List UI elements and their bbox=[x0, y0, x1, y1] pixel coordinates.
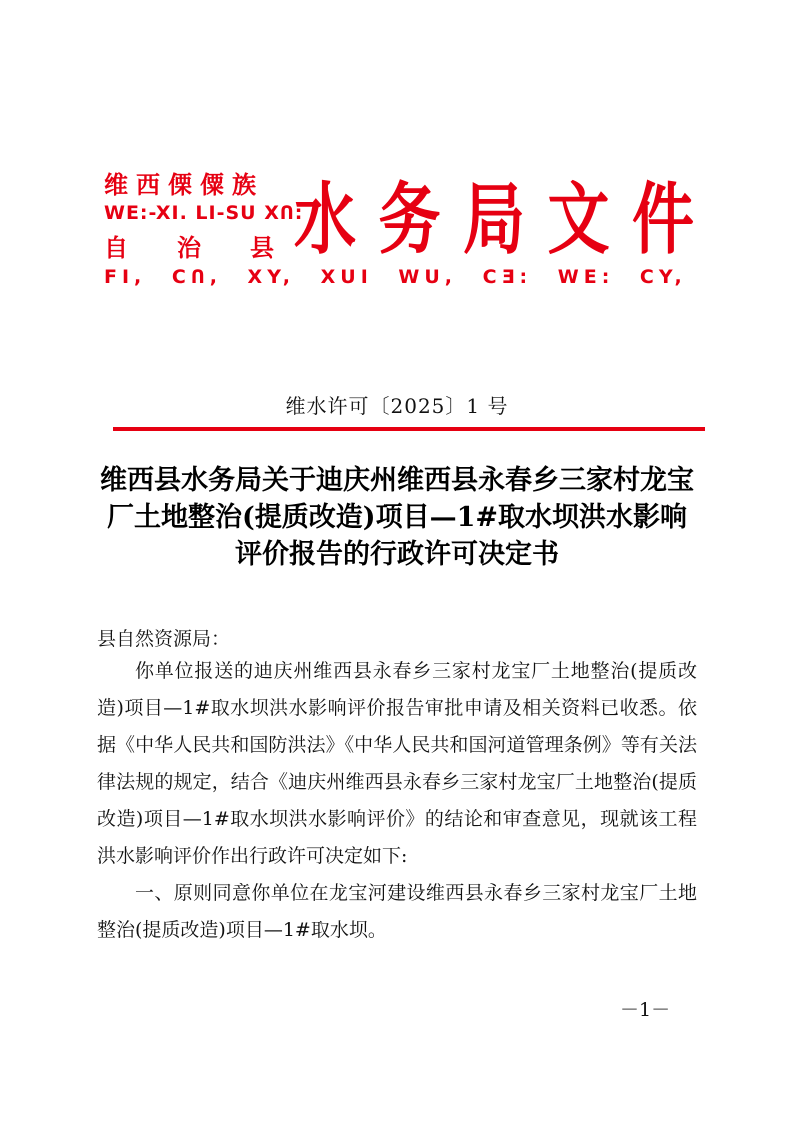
document-body bbox=[97, 653, 697, 949]
document-title: 维西县水务局关于迪庆州维西县永春乡三家村龙宝厂土地整治(提质改造)项目—1#取水坝洪水影响评价报告的行政许可决定书 bbox=[100, 465, 694, 570]
issuer-char: 县 bbox=[250, 234, 274, 262]
issuer-name-chinese: 维西傈僳族 bbox=[104, 171, 264, 199]
title-char: 文 bbox=[547, 172, 610, 264]
issuer-char: 自 bbox=[104, 234, 128, 262]
addressee: 县自然资源局： bbox=[97, 628, 231, 650]
body-paragraph: 你单位报送的迪庆州维西县永春乡三家村龙宝厂土地整治(提质改造)项目—1#取水坝洪水影响评价报告审批申请及相关资料已收悉。依据《中华人民共和国防洪法》《中华人民共和国河道管理条例》等有关法律法规的规定，结合《迪庆州维西县永春乡三家村龙宝厂土地整治(提质改造)项目—1#取水坝洪水影响评价》的结论和审查意见，现就该工程洪水影响评价作出行政许可决定如下: bbox=[97, 660, 697, 867]
issuer-char: 治 bbox=[177, 234, 201, 262]
issuer-name-lisu: WE:-XI. LI-SU XՈ: bbox=[104, 202, 304, 224]
issuer-name-lisu-line2: FI, CՈ, XY, XUI WU, CƎ: WE: CY, bbox=[104, 266, 687, 288]
page-number: －1－ bbox=[620, 999, 671, 1021]
document-number: 维水许可〔2025〕1 号 bbox=[285, 394, 509, 418]
title-char: 局 bbox=[462, 172, 525, 264]
document-header bbox=[104, 162, 704, 292]
document-type-title bbox=[294, 162, 694, 262]
title-char: 水 bbox=[294, 172, 357, 264]
title-char: 件 bbox=[631, 172, 694, 264]
body-paragraph: 一、原则同意你单位在龙宝河建设维西县永春乡三家村龙宝厂土地整治(提质改造)项目—1#取水坝。 bbox=[97, 882, 697, 941]
red-divider bbox=[113, 427, 705, 431]
title-char: 务 bbox=[378, 172, 441, 264]
issuer-name-chinese-line2 bbox=[104, 228, 274, 263]
